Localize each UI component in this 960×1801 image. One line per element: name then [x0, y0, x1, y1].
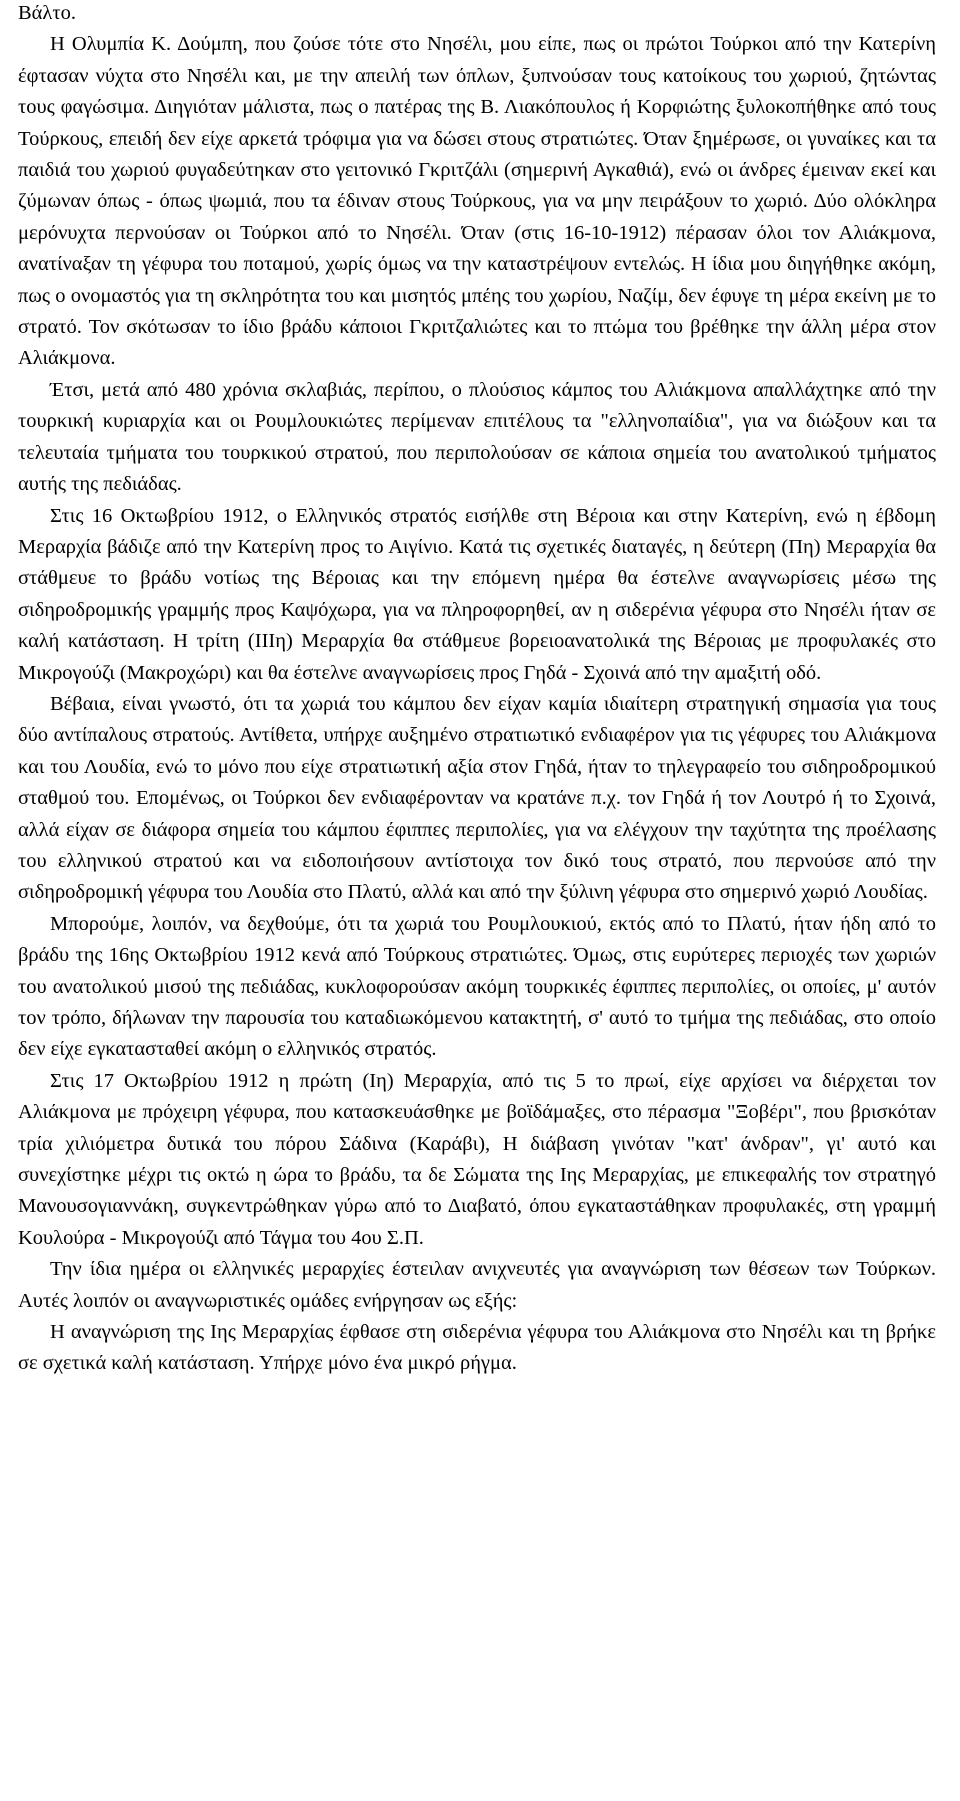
paragraph: Στις 17 Οκτωβρίου 1912 η πρώτη (Ιη) Μεραρχία, από τις 5 το πρωί, είχε αρχίσει να διέρχεται τον Αλιάκμονα με πρόχειρη γέφυρα, που κατασκευάσθηκε με βοϊδάμαξες, στο πέρασμα "Ξοβέρι", που βρισκόταν τρία χιλιόμετρα δυτικά του πόρου Σάδινα (Καράβι), Η διάβαση γινόταν "κατ' άνδραν", γι' αυτό και συνεχίστηκε μέχρι τις οκτώ η ώρα το βράδυ, τα δε Σώματα της Ιης Μεραρχίας, με επικεφαλής τον στρατηγό Μανουσογιαννάκη, συγκεντρώθηκαν γύρω από το Διαβατό, όπου εγκαταστάθηκαν προφυλακές, στη γραμμή Κουλούρα - Μικρογούζι από Τάγμα του 4ου Σ.Π.: [18, 1069, 936, 1249]
paragraph: Η Ολυμπία Κ. Δούμπη, που ζούσε τότε στο Νησέλι, μου είπε, πως οι πρώτοι Τούρκοι από την Κατερίνη έφτασαν νύχτα στο Νησέλι και, με την απειλή των όπλων, ξυπνούσαν τους κατοίκους του χωριού, ζητώντας τους φαγώσιμα. Διηγιόταν μάλιστα, πως ο πατέρας της Β. Λιακόπουλος ή Κορφιώτης ξυλοκοπήθηκε από τους Τούρκους, επειδή δεν είχε αρκετά τρόφιμα για να δώσει στους στρατιώτες. Όταν ξημέρωσε, οι γυναίκες και τα παιδιά του χωριού φυγαδεύτηκαν στο γειτονικό Γκριτζάλι (σημερινή Αγκαθιά), ενώ οι άνδρες έμειναν εκεί και ζύμωναν όπως - όπως ψωμιά, που τα έδιναν στους Τούρκους, για να μην πειράξουν το χωριό. Δύο ολόκληρα μερόνυχτα περνούσαν οι Τούρκοι από το Νησέλι. Όταν (στις 16-10-1912) πέρασαν όλοι τον Αλιάκμονα, ανατίναξαν τη γέφυρα του ποταμού, χωρίς όμως να την καταστρέψουν εντελώς. Η ίδια μου διηγήθηκε ακόμη, πως ο ονομαστός για τη σκληρότητα του και μισητός μπέης του χωρίου, Ναζίμ, δεν έφυγε τη μέρα εκείνη με το στρατό. Τον σκότωσαν το ίδιο βράδυ κάποιοι Γκριτζαλιώτες και το πτώμα του βρέθηκε την άλλη μέρα στον Αλιάκμονα.: [18, 33, 936, 370]
paragraph: Μπορούμε, λοιπόν, να δεχθούμε, ότι τα χωριά του Ρουμλουκιού, εκτός από το Πλατύ, ήταν ήδη από το βράδυ της 16ης Οκτωβρίου 1912 κενά από Τούρκους στρατιώτες. Όμως, στις ευρύτερες περιοχές των χωριών του ανατολικού μισού της πεδιάδας, κυκλοφορούσαν ακόμη τουρκικές έφιππες περιπολίες, οι οποίες, μ' αυτόν τον τρόπο, δήλωναν την παρουσία του καταδιωκόμενου κατακτητή, σ' αυτό το τμήμα της πεδιάδας, στο οποίο δεν είχε εγκατασταθεί ακόμη ο ελληνικός στρατός.: [18, 912, 936, 1061]
paragraph-fragment: Βάλτο.: [18, 2, 76, 24]
paragraph: Βέβαια, είναι γνωστό, ότι τα χωριά του κάμπου δεν είχαν καμία ιδιαίτερη στρατηγική σημασία για τους δύο αντίπαλους στρατούς. Αντίθετα, υπήρχε αυξημένο στρατιωτικό ενδιαφέρον για τις γέφυρες του Αλιάκμονα και του Λουδία, ενώ το μόνο που είχε στρατιωτική αξία στον Γηδά, ήταν το τηλεγραφείο του σιδηροδρομικού σταθμού του. Επομένως, οι Τούρκοι δεν ενδιαφέρονταν να κρατάνε π.χ. τον Γηδά ή τον Λουτρό ή το Σχοινά, αλλά είχαν σε διάφορα σημεία του κάμπου έφιππες περιπολίες, για να ελέγχουν την ταχύτητα της προέλασης του ελληνικού στρατού και να ειδοποιήσουν αντίστοιχα τον δικό τους στρατό, που περνούσε από την σιδηροδρομική γέφυρα του Λουδία στο Πλατύ, αλλά και από την ξύλινη γέφυρα στο σημερινό χωριό Λουδίας.: [18, 692, 936, 904]
paragraph: Στις 16 Οκτωβρίου 1912, ο Ελληνικός στρατός εισήλθε στη Βέροια και στην Κατερίνη, ενώ η έβδομη Μεραρχία βάδιζε από την Κατερίνη προς το Αιγίνιο. Κατά τις σχετικές διαταγές, η δεύτερη (Πη) Μεραρχία θα στάθμευε το βράδυ νοτίως της Βέροιας και την επόμενη ημέρα θα έστελνε αναγνωρίσεις μέσω της σιδηροδρομικής γραμμής προς Καψόχωρα, για να πληροφορηθεί, αν η σιδερένια γέφυρα στο Νησέλι ήταν σε καλή κατάσταση. Η τρίτη (ΙΙΙη) Μεραρχία θα στάθμευε βορειοανατολικά της Βέροιας με προφυλακές στο Μικρογούζι (Μακροχώρι) και θα έστελνε αναγνωρίσεις προς Γηδά - Σχοινά από την αμαξιτή οδό.: [18, 504, 936, 684]
paragraph: Η αναγνώριση της Ιης Μεραρχίας έφθασε στη σιδερένια γέφυρα του Αλιάκμονα στο Νησέλι και τη βρήκε σε σχετικά καλή κατάσταση. Υπήρχε μόνο ένα μικρό ρήγμα.: [18, 1321, 936, 1375]
paragraph: Την ίδια ημέρα οι ελληνικές μεραρχίες έστειλαν ανιχνευτές για αναγνώριση των θέσεων των Τούρκων. Αυτές λοιπόν οι αναγνωριστικές ομάδες ενήργησαν ως εξής:: [18, 1258, 936, 1312]
document-body: [18, 0, 936, 1380]
paragraph: Έτσι, μετά από 480 χρόνια σκλαβιάς, περίπου, ο πλούσιος κάμπος του Αλιάκμονα απαλλάχτηκε από την τουρκική κυριαρχία και οι Ρουμλουκιώτες περίμεναν επιτέλους τα "ελληνοπαίδια", για να διώξουν και τα τελευταία τμήματα του τουρκικού στρατού, που περιπολούσαν σε κάποια σημεία του ανατολικού τμήματος αυτής της πεδιάδας.: [18, 378, 936, 496]
